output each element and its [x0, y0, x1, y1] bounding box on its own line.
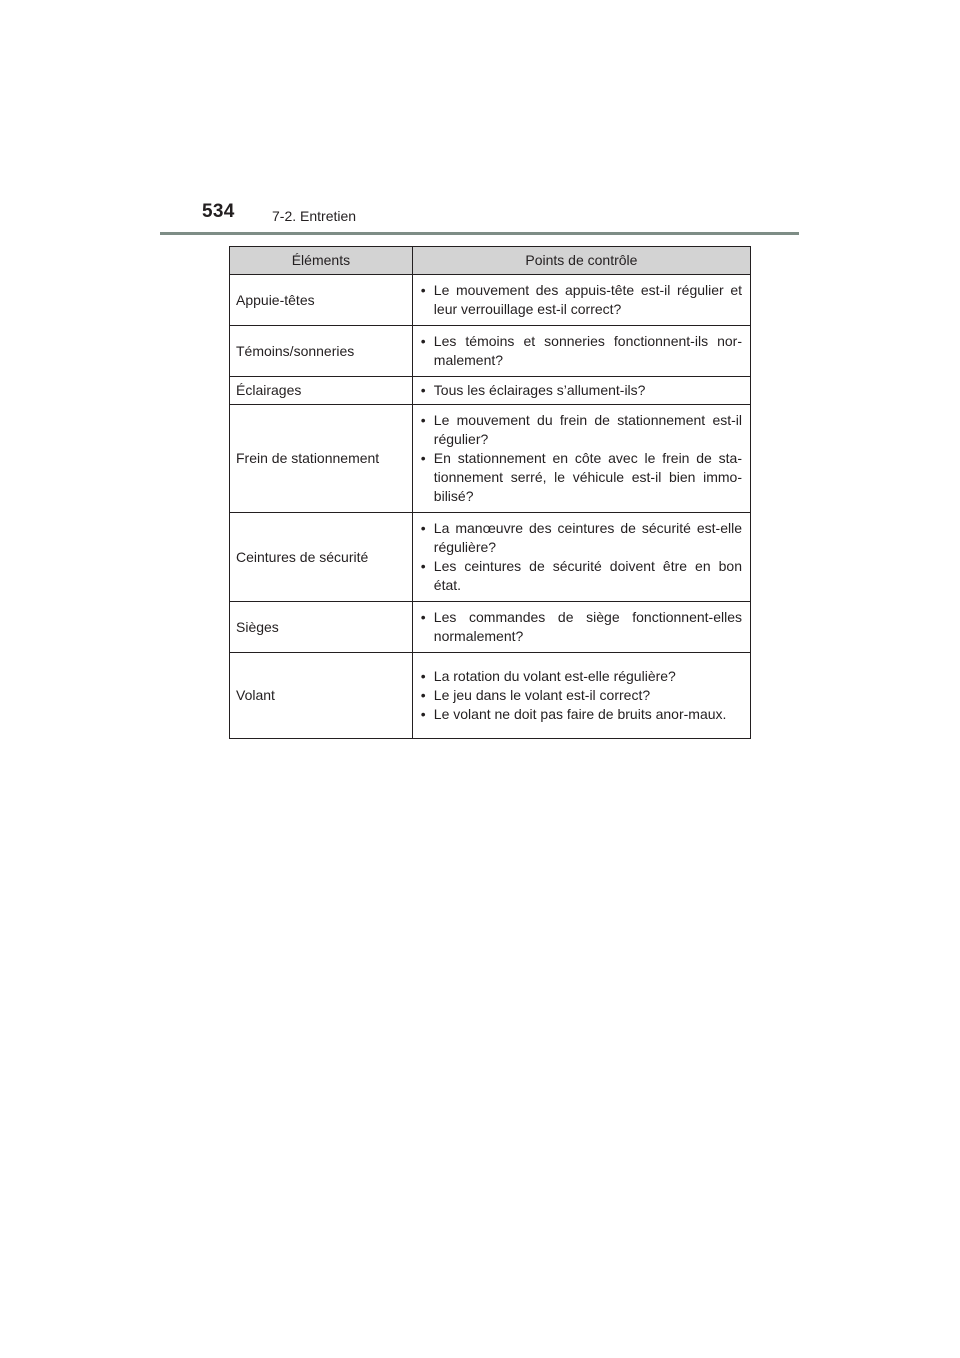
checkpoint-item: • Le mouvement du frein de stationnement est-il régulier? — [421, 411, 742, 449]
checkpoint-list — [421, 381, 742, 400]
checkpoint-list — [421, 332, 742, 370]
checkpoints-cell — [412, 377, 750, 405]
checkpoints-cell — [412, 653, 750, 739]
checkpoint-item: • Le mouvement des appuis-tête est-il régulier et leur verrouillage est-il correct? — [421, 281, 742, 319]
item-cell: Frein de stationnement — [230, 405, 413, 513]
page-number: 534 — [202, 201, 235, 222]
checkpoint-item: • Les ceintures de sécurité doivent être en bon état. — [421, 557, 742, 595]
column-header-checkpoints: Points de contrôle — [412, 247, 750, 275]
maintenance-checklist-table — [229, 246, 751, 739]
checkpoint-item: • Les commandes de siège fonctionnent-elles normalement? — [421, 608, 742, 646]
table-row — [230, 602, 751, 653]
checkpoints-cell — [412, 326, 750, 377]
table-row — [230, 275, 751, 326]
table-row — [230, 405, 751, 513]
item-cell: Éclairages — [230, 377, 413, 405]
checkpoint-list — [421, 608, 742, 646]
item-cell: Ceintures de sécurité — [230, 513, 413, 602]
item-cell: Volant — [230, 653, 413, 739]
item-cell: Sièges — [230, 602, 413, 653]
checkpoint-list — [421, 667, 742, 724]
table-header-row — [230, 247, 751, 275]
table-row — [230, 653, 751, 739]
checkpoint-item: • Les témoins et sonneries fonctionnent-ils nor-malement? — [421, 332, 742, 370]
table-row — [230, 377, 751, 405]
checkpoints-cell — [412, 405, 750, 513]
checkpoints-cell — [412, 602, 750, 653]
item-cell: Témoins/sonneries — [230, 326, 413, 377]
table-row — [230, 513, 751, 602]
checkpoint-list — [421, 281, 742, 319]
checkpoints-cell — [412, 275, 750, 326]
checkpoint-item: • En stationnement en côte avec le frein de sta-tionnement serré, le véhicule est-il bien immo-bilisé? — [421, 449, 742, 506]
column-header-items: Éléments — [230, 247, 413, 275]
checkpoint-item: • Le jeu dans le volant est-il correct? — [421, 686, 742, 705]
checkpoint-item: • Tous les éclairages s’allument-ils? — [421, 381, 742, 400]
table-row — [230, 326, 751, 377]
checkpoint-item: • Le volant ne doit pas faire de bruits anor-maux. — [421, 705, 742, 724]
item-cell: Appuie-têtes — [230, 275, 413, 326]
section-title: 7-2. Entretien — [272, 208, 357, 224]
checkpoint-item: • La manœuvre des ceintures de sécurité est-elle régulière? — [421, 519, 742, 557]
checkpoint-list — [421, 519, 742, 595]
checkpoint-item: • La rotation du volant est-elle régulière? — [421, 667, 742, 686]
checkpoints-cell — [412, 513, 750, 602]
checkpoint-list — [421, 411, 742, 506]
header-divider — [160, 232, 799, 235]
